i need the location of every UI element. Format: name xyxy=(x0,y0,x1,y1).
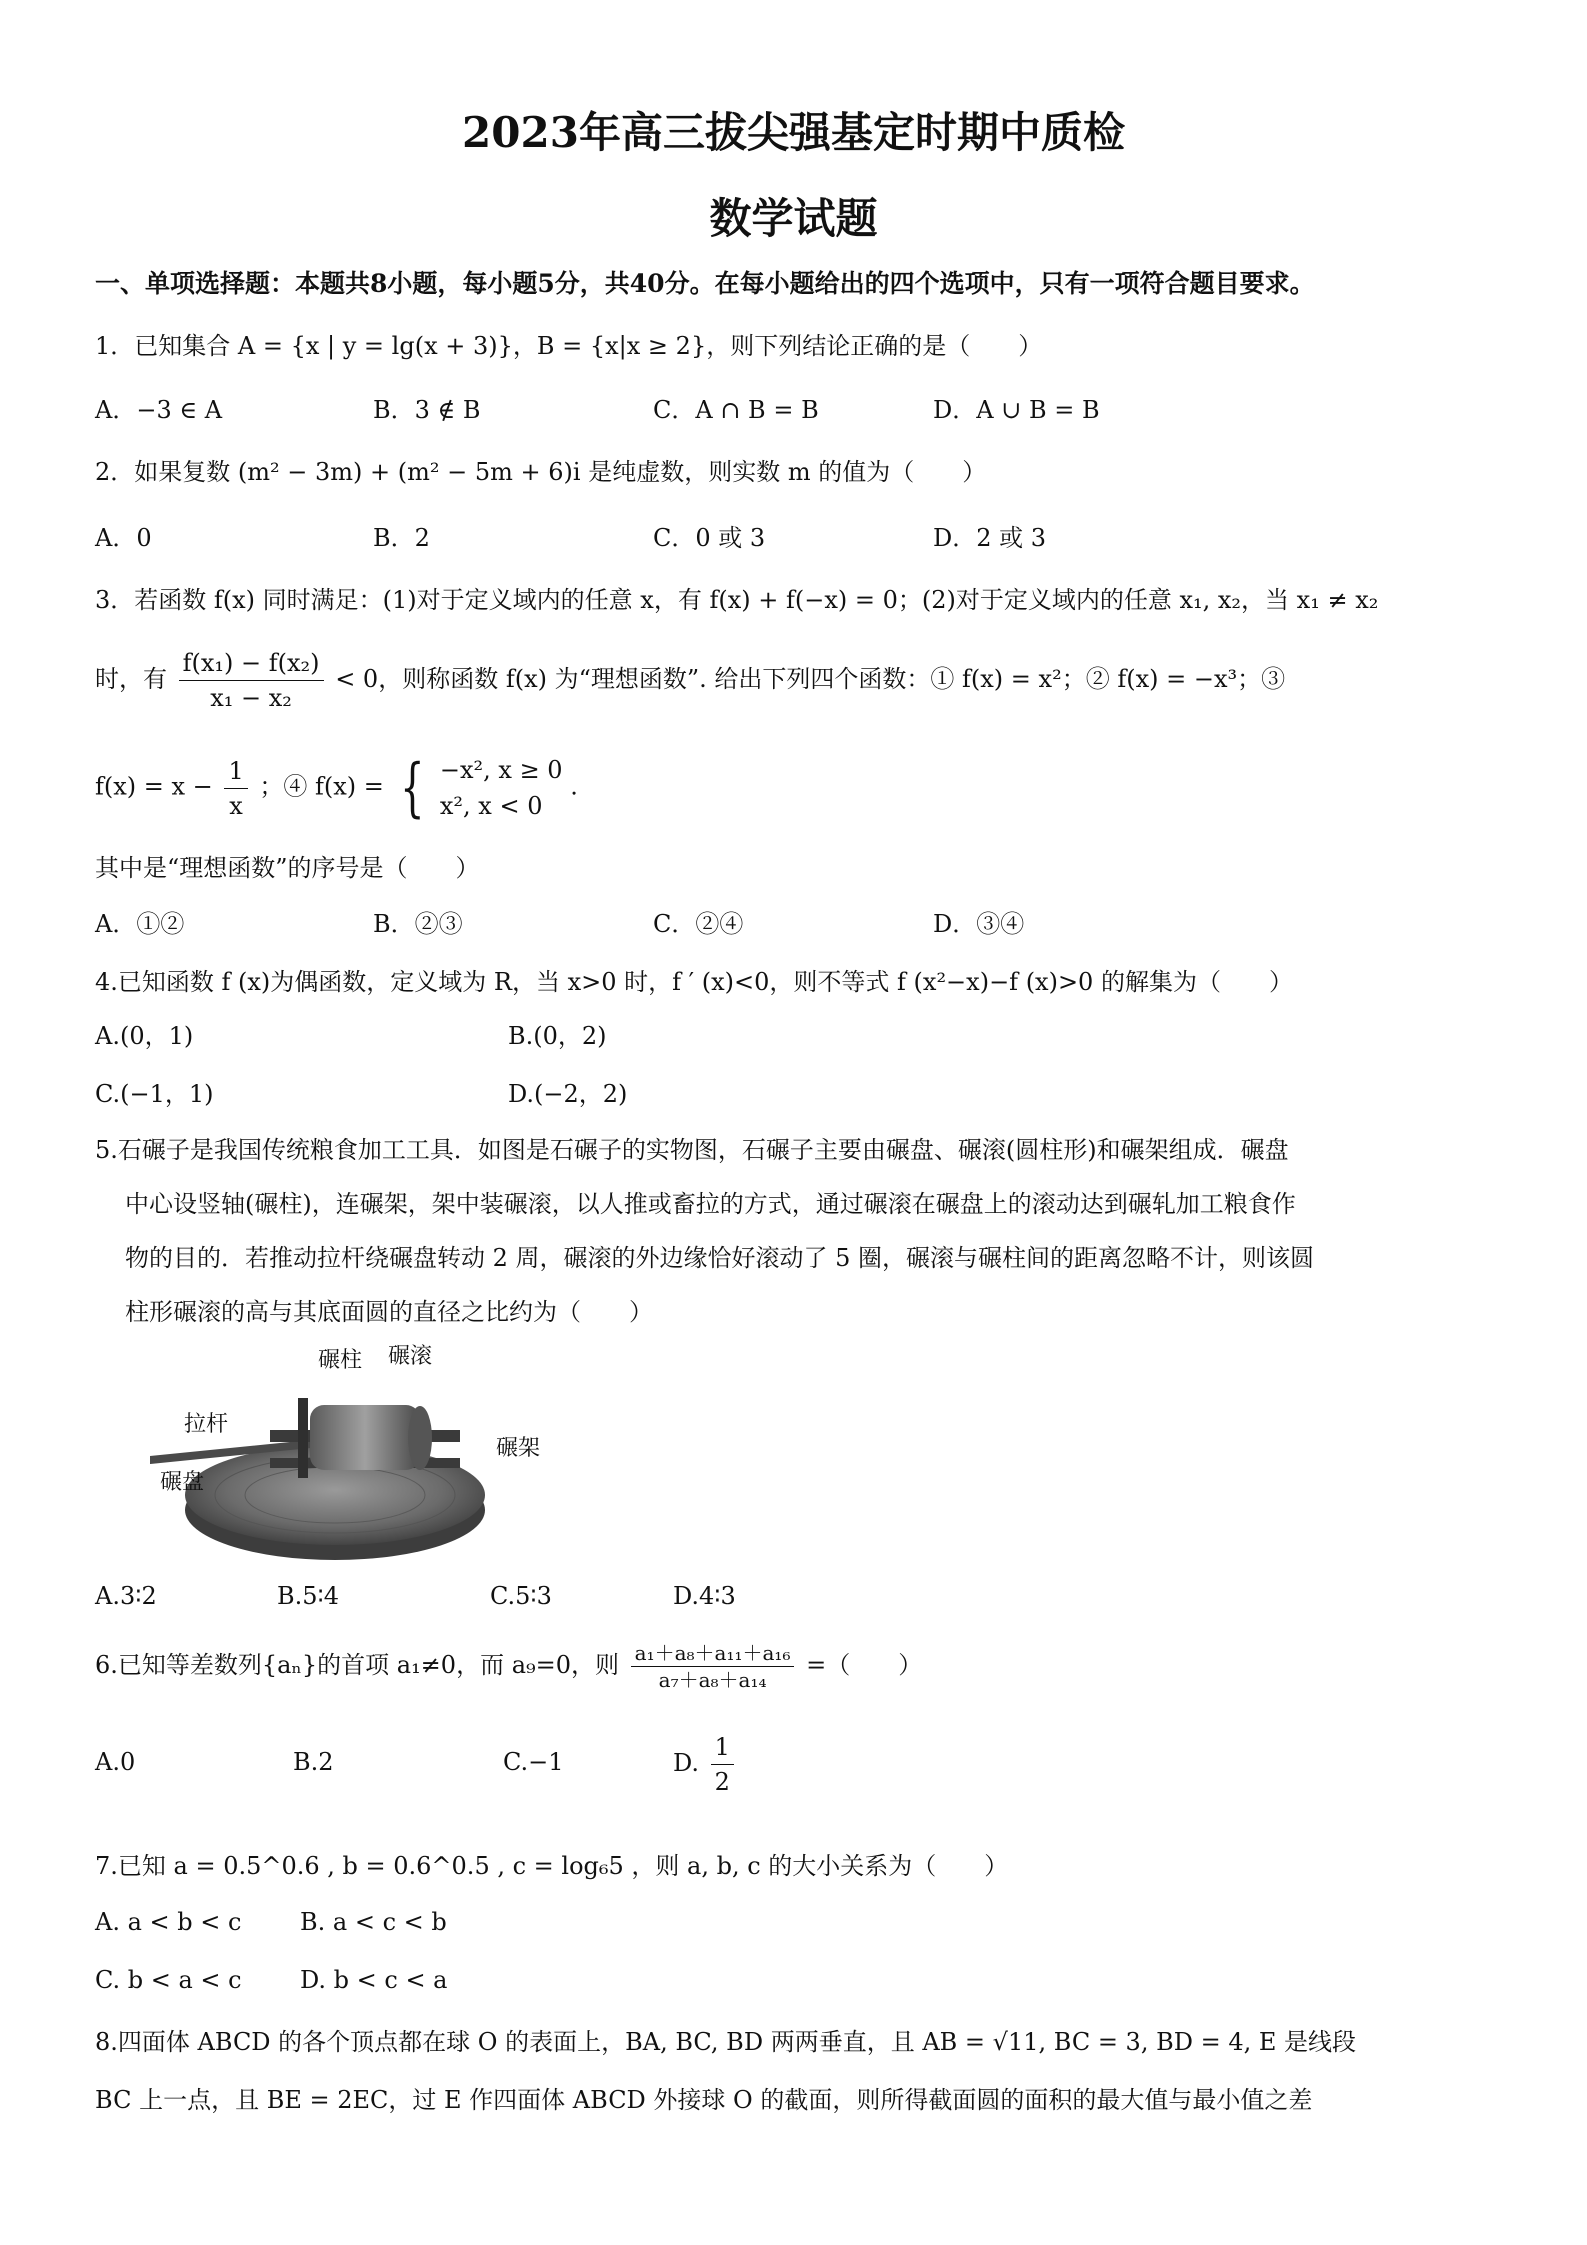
q3-func4-label: ；④ f(x) = xyxy=(259,772,384,801)
q3-func3-fraction xyxy=(224,754,247,823)
q6-stem-post: =（ ） xyxy=(806,1651,923,1679)
q6-option-d-label: D. xyxy=(673,1749,700,1777)
q3-func3-denominator: x xyxy=(229,791,243,820)
q6-stem xyxy=(95,1640,922,1693)
q4-option-c: C.(−1，1) xyxy=(95,1080,214,1108)
q4-option-d: D.(−2，2) xyxy=(508,1080,628,1108)
q5-option-b: B.5∶4 xyxy=(277,1582,340,1610)
section-heading: 一、单项选择题：本题共8小题，每小题5分，共40分。在每小题给出的四个选项中，只有一项符合题目要求。 xyxy=(95,269,1315,298)
q3-line1: 3．若函数 f(x) 同时满足：(1)对于定义域内的任意 x，有 f(x) + f(−x) = 0；(2)对于定义域内的任意 x₁, x₂，当 x₁ ≠ x₂ xyxy=(95,586,1379,614)
q3-func3-numerator: 1 xyxy=(224,754,247,789)
q5-option-a: A.3∶2 xyxy=(95,1582,157,1610)
q3-line4: 其中是“理想函数”的序号是（ ） xyxy=(95,854,480,882)
q3-line2 xyxy=(95,646,1285,715)
q3-option-c: C．②④ xyxy=(653,910,744,938)
q7-option-d: D. b < c < a xyxy=(300,1966,448,1994)
q3-fraction-numerator: f(x₁) − f(x₂) xyxy=(179,646,324,681)
q2-option-c: C．0 或 3 xyxy=(653,524,766,552)
q5-line2: 中心设竖轴(碾柱)，连碾架，架中装碾滚，以人推或畜拉的方式，通过碾滚在碾盘上的滚动达到碾轧加工粮食作 xyxy=(125,1190,1296,1218)
q3-func3: f(x) = x − xyxy=(95,772,213,801)
q8-line1: 8.四面体 ABCD 的各个顶点都在球 O 的表面上，BA, BC, BD 两两垂直，且 AB = √11, BC = 3, BD = 4, E 是线段 xyxy=(95,2028,1357,2056)
q5-line3: 物的目的．若推动拉杆绕碾盘转动 2 周，碾滚的外边缘恰好滚动了 5 圈，碾滚与碾柱间的距离忽略不计，则该圆 xyxy=(125,1244,1315,1272)
q2-stem: 2．如果复数 (m² − 3m) + (m² − 5m + 6)i 是纯虚数，则实数 m 的值为（ ） xyxy=(95,458,987,486)
q3-piecewise xyxy=(440,752,563,824)
q1-option-b: B．3 ∉ B xyxy=(373,396,481,424)
q7-option-a: A. a < b < c xyxy=(95,1908,242,1936)
q6-fraction-denominator: a₇＋a₈＋a₁₄ xyxy=(658,1668,767,1692)
q3-fraction-denominator: x₁ − x₂ xyxy=(210,684,292,712)
q6-fraction xyxy=(631,1640,795,1693)
q3-case1: −x², x ≥ 0 xyxy=(439,756,563,784)
q4-option-a: A.(0，1) xyxy=(95,1022,194,1050)
label-frame: 碾架 xyxy=(496,1436,541,1461)
q4-stem: 4.已知函数 f (x)为偶函数，定义域为 R，当 x>0 时，f ′ (x)<0，则不等式 f (x²−x)−f (x)>0 的解集为（ ） xyxy=(95,968,1293,996)
q5-line1: 5.石碾子是我国传统粮食加工工具．如图是石碾子的实物图，石碾子主要由碾盘、碾滚(圆柱形)和碾架组成．碾盘 xyxy=(95,1136,1289,1164)
label-roller: 碾滚 xyxy=(388,1344,433,1369)
q6-stem-pre: 6.已知等差数列{aₙ}的首项 a₁≠0，而 a₉=0，则 xyxy=(95,1651,620,1679)
q1-stem: 1．已知集合 A = {x | y = lg(x + 3)}，B = {x|x ≥ 2}，则下列结论正确的是（ ） xyxy=(95,332,1043,360)
q6-fraction-numerator: a₁＋a₈＋a₁₁＋a₁₆ xyxy=(631,1640,795,1667)
q7-option-b: B. a < c < b xyxy=(300,1908,447,1936)
label-base-plate: 碾盘 xyxy=(160,1470,205,1495)
q1-option-a: A．−3 ∈ A xyxy=(95,396,223,424)
label-axle-post: 碾柱 xyxy=(318,1348,363,1373)
q6-option-c: C.−1 xyxy=(503,1748,564,1776)
q3-option-a: A．①② xyxy=(95,910,185,938)
q2-option-b: B．2 xyxy=(373,524,430,552)
q5-line4: 柱形碾滚的高与其底面圆的直径之比约为（ ） xyxy=(125,1298,653,1326)
q7-option-c: C. b < a < c xyxy=(95,1966,242,1994)
exam-subtitle: 数学试题 xyxy=(709,194,878,243)
q5-option-d: D.4∶3 xyxy=(673,1582,736,1610)
exam-title: 2023年高三拔尖强基定时期中质检 xyxy=(462,108,1125,157)
q3-line2-post: < 0，则称函数 f(x) 为“理想函数”. 给出下列四个函数：① f(x) = x²；② f(x) = −x³；③ xyxy=(335,665,1286,693)
q3-line3 xyxy=(95,752,578,824)
q5-option-c: C.5∶3 xyxy=(490,1582,552,1610)
q3-option-d: D．③④ xyxy=(933,910,1025,938)
q8-line2: BC 上一点，且 BE = 2EC，过 E 作四面体 ABCD 外接球 O 的截面，则所得截面圆的面积的最大值与最小值之差 xyxy=(95,2086,1313,2114)
q6-option-d-numerator: 1 xyxy=(711,1730,734,1765)
q2-option-d: D．2 或 3 xyxy=(933,524,1047,552)
q7-stem: 7.已知 a = 0.5^0.6 , b = 0.6^0.5 , c = log₆5 ，则 a, b, c 的大小关系为（ ） xyxy=(95,1852,1009,1880)
q3-line2-pre: 时，有 xyxy=(95,665,167,693)
q6-option-a: A.0 xyxy=(95,1748,136,1776)
q3-fraction xyxy=(179,646,324,715)
label-pull-rod: 拉杆 xyxy=(184,1412,229,1437)
q6-option-d-fraction xyxy=(711,1730,734,1799)
q6-option-b: B.2 xyxy=(293,1748,334,1776)
q6-option-d-denominator: 2 xyxy=(714,1768,730,1796)
q3-line3-end: . xyxy=(570,772,578,801)
q4-option-b: B.(0，2) xyxy=(508,1022,607,1050)
q1-option-c: C．A ∩ B = B xyxy=(653,396,819,424)
q2-option-a: A．0 xyxy=(95,524,152,552)
q6-option-d xyxy=(673,1730,738,1799)
q3-case2: x², x < 0 xyxy=(439,792,543,820)
q3-option-b: B．②③ xyxy=(373,910,463,938)
brace-symbol: { xyxy=(399,751,425,825)
stone-mill-image xyxy=(150,1360,490,1570)
q1-option-d: D．A ∪ B = B xyxy=(933,396,1100,424)
